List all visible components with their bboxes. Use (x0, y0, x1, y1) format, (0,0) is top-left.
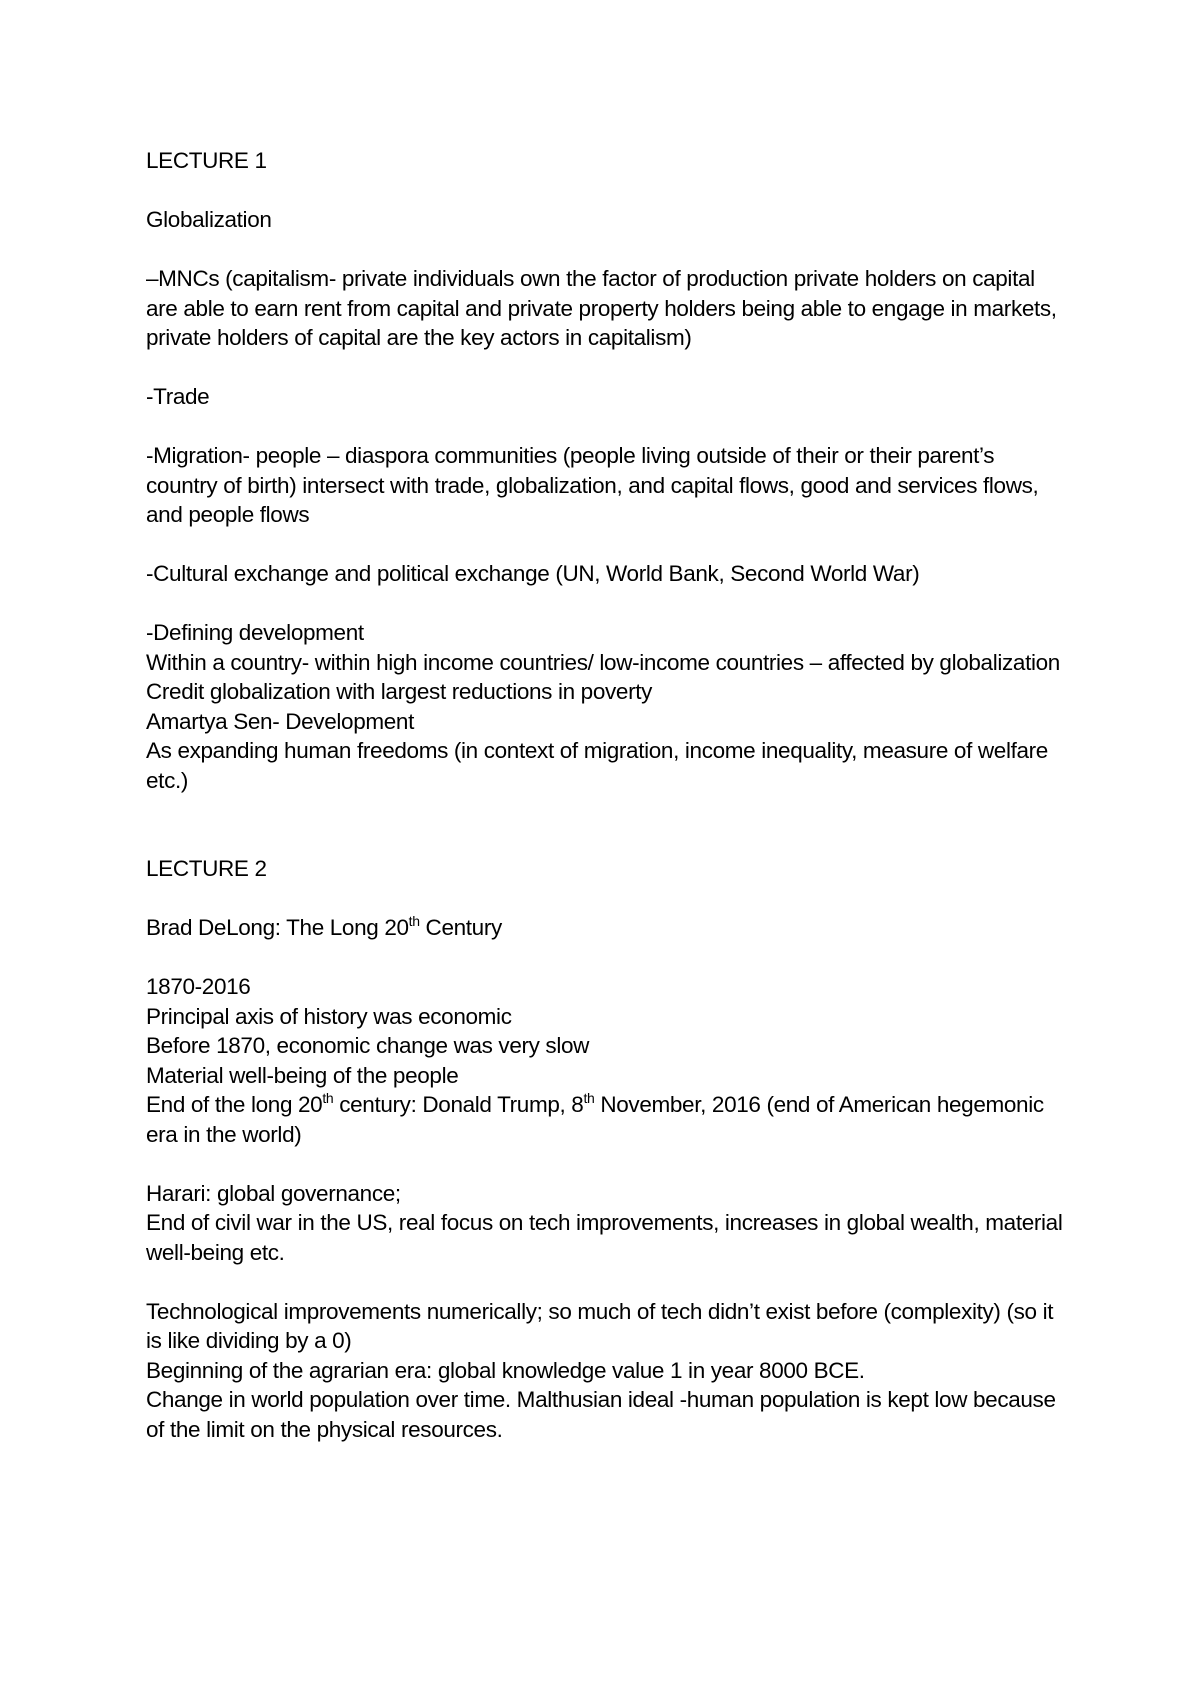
mncs-paragraph: –MNCs (capitalism- private individuals own the factor of production private holders on capital are able to earn rent from capital and private property holders being able to engage in markets, private holders of capital are the key actors in capitalism) (146, 266, 1057, 350)
migration-paragraph: -Migration- people – diaspora communities (people living outside of their or their parent’s country of birth) intersect with trade, globalization, and capital flows, good and services flows, and people flows (146, 443, 1039, 527)
end-superscript-2: th (583, 1089, 595, 1106)
technology-block (146, 1297, 1066, 1445)
end-superscript-1: th (322, 1089, 334, 1106)
human-freedoms-line: As expanding human freedoms (in context of migration, income inequality, measure of welfare etc.) (146, 738, 1048, 793)
years-line: 1870-2016 (146, 974, 251, 999)
globalization-topic: Globalization (146, 207, 272, 232)
document-body (146, 146, 1066, 1474)
end-part-2: century: Donald Trump, 8 (333, 1092, 584, 1117)
book-title-prefix: Brad DeLong: The Long 20 (146, 915, 409, 940)
within-country-line: Within a country- within high income countries/ low-income countries – affected by globalization (146, 649, 1060, 675)
defining-development-title: -Defining development (146, 620, 364, 645)
before-1870-line: Before 1870, economic change was very slow (146, 1033, 590, 1058)
principal-axis-line: Principal axis of history was economic (146, 1003, 512, 1029)
civil-war-line: End of civil war in the US, real focus on tech improvements, increases in global wealth, material well-being etc. (146, 1210, 1063, 1265)
book-title-superscript: th (408, 912, 420, 929)
lecture-1-heading: LECTURE 1 (146, 148, 267, 173)
harari-line: Harari: global governance; (146, 1180, 401, 1206)
book-title-suffix: Century (419, 915, 502, 940)
material-wellbeing-line: Material well-being of the people (146, 1062, 459, 1088)
agrarian-era-line: Beginning of the agrarian era: global knowledge value 1 in year 8000 BCE. (146, 1357, 865, 1383)
lecture-2-heading: LECTURE 2 (146, 856, 267, 881)
amartya-sen-line: Amartya Sen- Development (146, 708, 414, 734)
tech-improvements-line: Technological improvements numerically; so much of tech didn’t exist before (complexity) (so it is like dividing by a 0) (146, 1298, 1054, 1353)
long-century-block (146, 972, 1066, 1149)
cultural-exchange-item: -Cultural exchange and political exchange (UN, World Bank, Second World War) (146, 561, 920, 586)
end-part-3: November, 2016 (end of American hegemonic era in the world) (146, 1092, 1044, 1147)
trade-item: -Trade (146, 384, 210, 409)
credit-globalization-line: Credit globalization with largest reductions in poverty (146, 679, 653, 704)
world-population-line: Change in world population over time. Malthusian ideal -human population is kept low because of the limit on the physical resources. (146, 1387, 1056, 1442)
end-of-century-line (146, 1090, 1066, 1149)
defining-development-block (146, 618, 1066, 795)
delong-book-title (146, 913, 1066, 943)
end-part-1: End of the long 20 (146, 1092, 323, 1117)
harari-block (146, 1179, 1066, 1268)
